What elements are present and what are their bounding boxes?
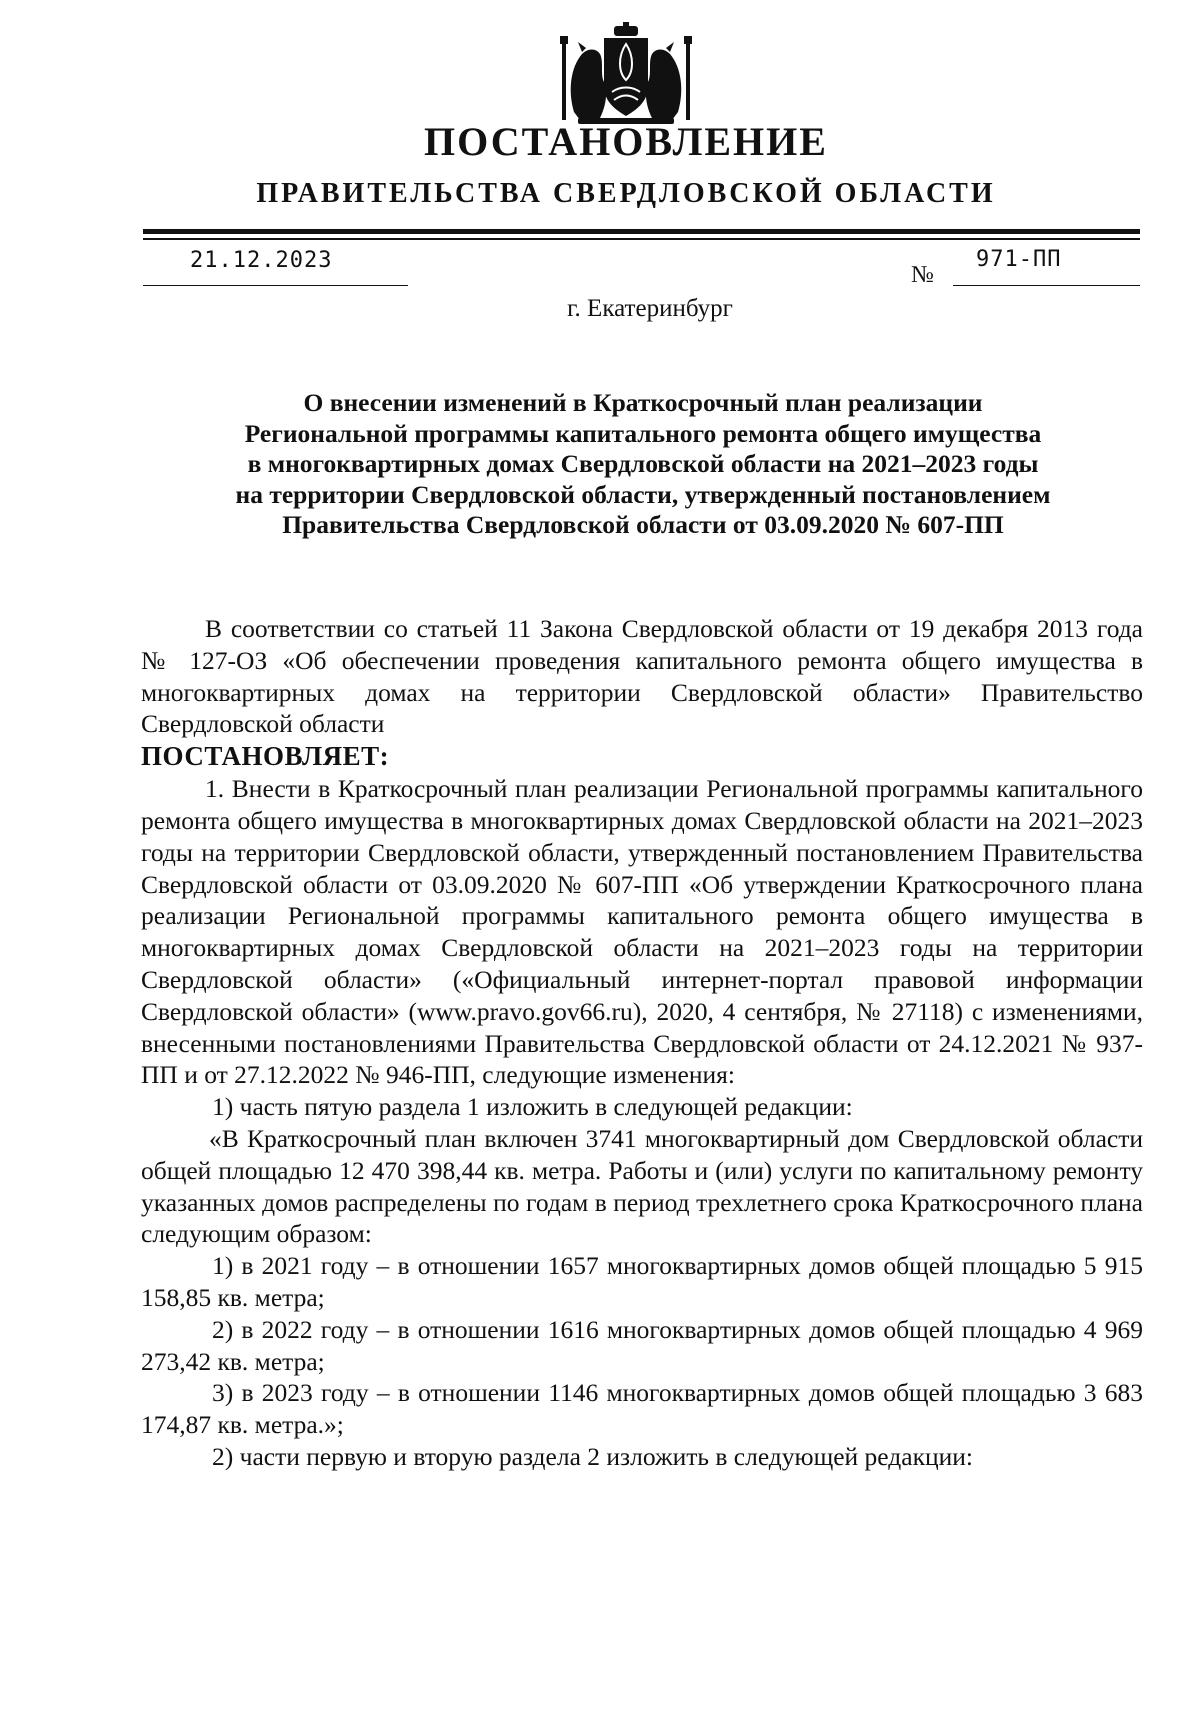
- item-1-paragraph: 1. Внести в Краткосрочный план реализации Региональной программы капитального ремонта общего имущества в многоквартирных домах Свердловской области на 2021–2023 годы на территории Свердловской области, утвержденный постановлением Правительства Свердловской области от 03.09.2020 № 607-ПП «Об утверждении Краткосрочного плана реализации Региональной программы капитального ремонта общего имущества в многоквартирных домах Свердловской области на 2021–2023 годы на территории Свердловской области» («Официальный интернет-портал правовой информации Свердловской области» (www.pravo.gov66.ru), 2020, 4 сентября, № 27118) с изменениями, внесенными постановлениями Правительства Свердловской области от 24.12.2021 № 937-ПП и от 27.12.2022 № 946-ПП, следующие изменения:: [141, 774, 1143, 1090]
- heading-line: Региональной программы капитального ремонта общего имущества: [244, 418, 1042, 448]
- year-2023-paragraph: 3) в 2023 году – в отношении 1146 многоквартирных домов общей площадью 3 683 174,87 кв. метра.»;: [141, 1378, 1143, 1440]
- number-underline: [953, 285, 1140, 286]
- heading-line: в многоквартирных домах Свердловской области на 2021–2023 годы: [247, 449, 1039, 478]
- year-2021-paragraph: 1) в 2021 году – в отношении 1657 многоквартирных домов общей площадью 5 915 158,85 кв. метра;: [141, 1251, 1143, 1312]
- subitem-2-paragraph: 2) части первую и вторую раздела 2 изложить в следующей редакции:: [212, 1441, 973, 1471]
- document-body: [141, 613, 1143, 1473]
- document-number: 971-ПП: [976, 247, 1062, 272]
- document-type-title: ПОСТАНОВЛЕНИЕ: [424, 119, 828, 164]
- heading-line: на территории Свердловской области, утвержденный постановлением: [235, 479, 1051, 509]
- heading-line: О внесении изменений в Краткосрочный план реализации: [303, 388, 983, 417]
- preamble-paragraph: В соответствии со статьей 11 Закона Свердловской области от 19 декабря 2013 года № 127-ОЗ «Об обеспечении проведения капитального ремонта общего имущества в многоквартирных домах на территории Свердловской области» Правительство Свердловской области: [141, 614, 1143, 739]
- heading-line: Правительства Свердловской области от 03.09.2020 № 607-ПП: [282, 510, 1004, 539]
- subitem-1-paragraph: 1) часть пятую раздела 1 изложить в следующей редакции:: [212, 1092, 853, 1122]
- city-of-issue: г. Екатеринбург: [567, 295, 733, 322]
- decree-keyword: ПОСТАНОВЛЯЕТ:: [141, 741, 390, 772]
- coat-of-arms-icon: [560, 22, 692, 126]
- header-divider-thin: [143, 238, 1140, 240]
- number-label: №: [911, 262, 934, 288]
- year-2022-paragraph: 2) в 2022 году – в отношении 1616 многоквартирных домов общей площадью 4 969 273,42 кв. метра;: [141, 1314, 1143, 1376]
- date-underline: [143, 285, 408, 286]
- issuer-subtitle: ПРАВИТЕЛЬСТВА СВЕРДЛОВСКОЙ ОБЛАСТИ: [256, 178, 996, 209]
- document-heading: [143, 388, 1143, 541]
- document-date: 21.12.2023: [190, 248, 333, 273]
- header-divider: [143, 229, 1140, 234]
- quoted-amendment-paragraph: «В Краткосрочный план включен 3741 многоквартирный дом Свердловской области общей площадью 12 470 398,44 кв. метра. Работы и (или) услуги по капитальному ремонту указанных домов распределены по годам в период трехлетнего срока Краткосрочного плана следующим образом:: [141, 1123, 1143, 1249]
